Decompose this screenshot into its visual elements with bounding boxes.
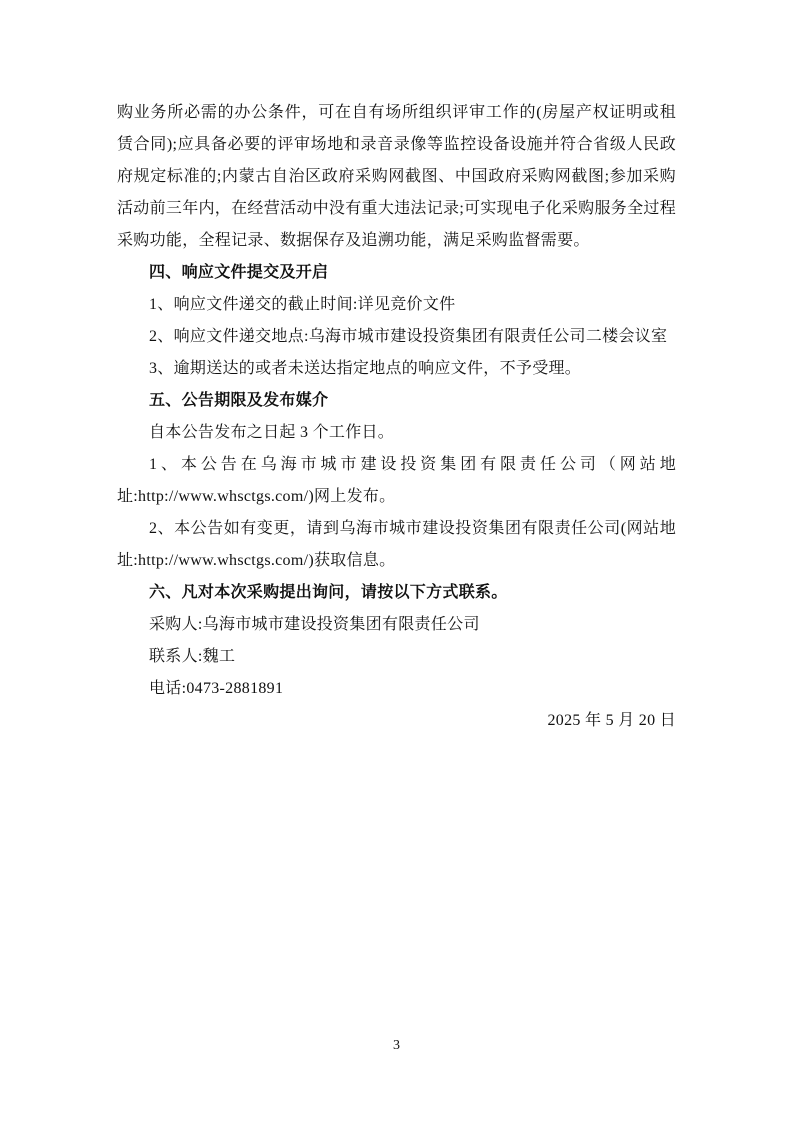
- item-announcement-period: 自本公告发布之日起 3 个工作日。: [149, 424, 395, 441]
- item-purchaser: 采购人:乌海市城市建设投资集团有限责任公司: [149, 616, 480, 633]
- heading-section-four: 四、响应文件提交及开启: [149, 264, 329, 281]
- item-contact-person: 联系人:魏工: [149, 648, 236, 665]
- document-body: [117, 97, 676, 737]
- heading-section-six: 六、凡对本次采购提出询问，请按以下方式联系。: [149, 584, 508, 601]
- heading-section-five: 五、公告期限及发布媒介: [149, 392, 329, 409]
- item-submission-deadline: 1、响应文件递交的截止时间:详见竞价文件: [149, 296, 456, 313]
- date-line: 2025 年 5 月 20 日: [547, 712, 676, 729]
- item-phone-number: 电话:0473-2881891: [149, 680, 284, 697]
- page-number: 3: [393, 1038, 400, 1053]
- item-submission-location: 2、响应文件递交地点:乌海市城市建设投资集团有限责任公司二楼会议室: [149, 328, 668, 345]
- paragraph-change-notice: 2、本公告如有变更，请到乌海市城市建设投资集团有限责任公司(网站地址:http://www.whsctgs.com/)获取信息。: [117, 520, 676, 569]
- item-late-submission-rejected: 3、逾期送达的或者未送达指定地点的响应文件，不予受理。: [149, 360, 582, 377]
- paragraph-supplier-requirements-continued: 购业务所必需的办公条件，可在自有场所组织评审工作的(房屋产权证明或租赁合同);应具备必要的评审场地和录音录像等监控设备设施并符合省级人民政府规定标准的;内蒙古自治区政府采购网截图、中国政府采购网截图;参加采购活动前三年内，在经营活动中没有重大违法记录;可实现电子化采购服务全过程采购功能，全程记录、数据保存及追溯功能，满足采购监督需要。: [117, 104, 676, 249]
- paragraph-publish-website: 1、本公告在乌海市城市建设投资集团有限责任公司（网站地址:http://www.whsctgs.com/)网上发布。: [117, 456, 676, 505]
